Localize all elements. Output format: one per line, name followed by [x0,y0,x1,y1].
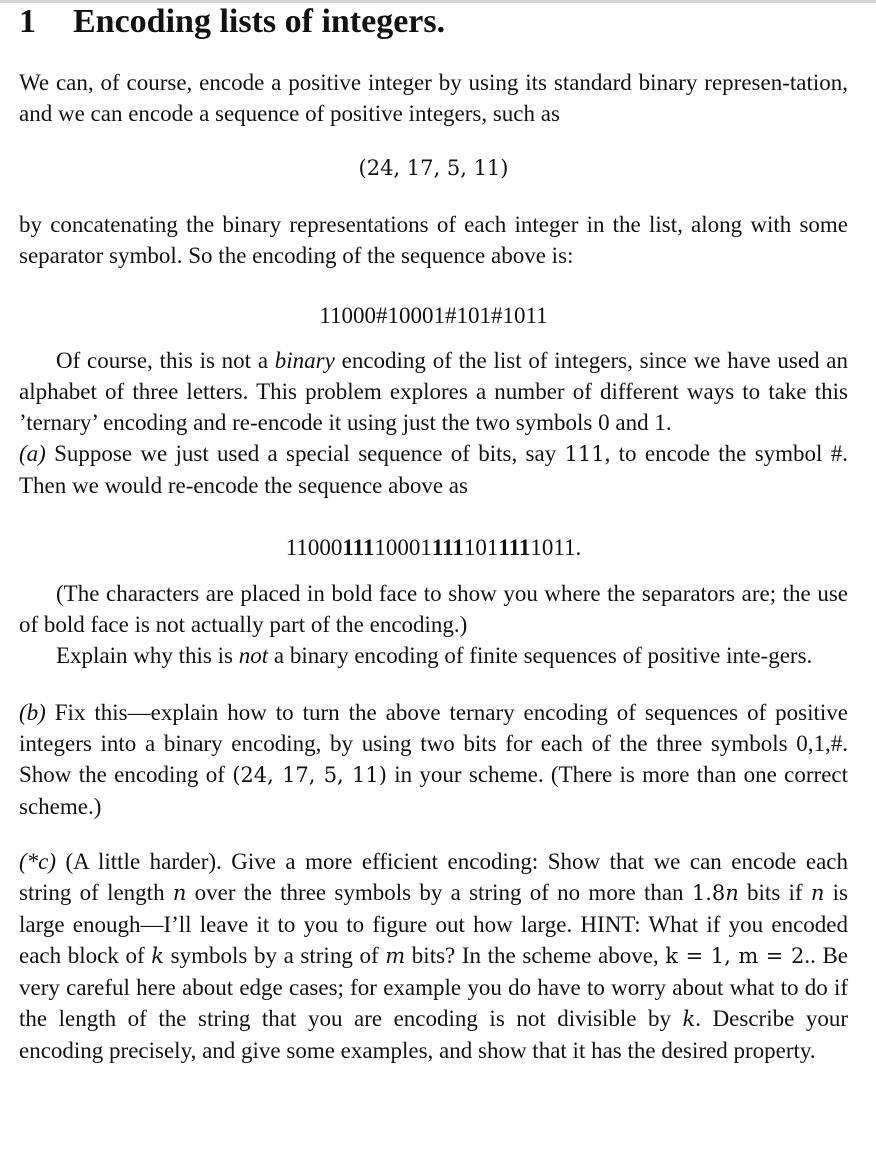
concatenation-paragraph: by concatenating the binary representations of each integer in the list, along with some separator symbol. So the encoding of the sequence above is: [19,212,848,268]
emphasis-not: not [238,643,269,668]
intro-paragraph: We can, of course, encode a positive integer by using its standard binary represen-tation, and we can encode a sequence of positive integers, such as [19,70,848,126]
separator-bits: 111 [498,535,531,560]
math-sequence: (24, 17, 5, 11) [232,763,387,787]
math-k-m: k = 1, m = 2 [665,944,805,968]
ternary-encoding: 11000#10001#101#1011 [319,303,548,328]
part-c-label: (*c) [19,849,57,874]
part-c-question: (*c) (A little harder). Give a more efficient encoding: Show that we can encode each string of length n over the three symbols by a string of no more than 1.8n bits if n is large enough—I’ll leave it to you to figure out how large. HINT: What if you encoded each block of k symbols by a string of m bits? In the scheme above, k = 1, m = 2.. Be very careful here about edge cases; for example you do have to worry about what to do if the length of the string that you are encoding is not divisible by k. Describe your encoding precisely, and give some examples, and show that it has the desired property. [19,849,848,1063]
separator-bits: 111 [431,535,464,560]
part-a-explain: Explain why this is not a binary encoding of finite sequences of positive inte-gers. [56,643,813,668]
section-title: Encoding lists of integers. [73,3,446,40]
alphabet-paragraph: Of course, this is not a binary encoding of the list of integers, since we have used an alphabet of three letters. This problem explores a number of different ways to take this ’ternary’ encoding and re-encode it using just the two symbols 0 and 1. [19,348,849,435]
part-b-label: (b) [19,700,46,725]
section-heading [19,0,848,48]
bold-face-note: (The characters are placed in bold face to show you where the separators are; the use of bold face is not actually part of the encoding.) [19,581,848,637]
part-a-question: (a) Suppose we just used a special sequence of bits, say 111, to encode the symbol #. Then we would re-encode the sequence above as [19,441,848,498]
math-111: 111 [564,442,605,466]
section-number: 1 [19,3,36,40]
separator-bits: 111 [342,535,375,560]
part-a-label: (a) [19,441,46,466]
emphasis-binary: binary [274,348,335,373]
part-b-question: (b) Fix this—explain how to turn the above ternary encoding of sequences of positive integers into a binary encoding, by using two bits for each of the three symbols 0,1,#. Show the encoding of (24, 17, 5, 11) in your scheme. (There is more than one correct scheme.) [19,700,849,819]
document-page [19,0,848,1066]
binary-reencoding: 11000111100011111011111011. [285,535,582,560]
example-sequence: (24, 17, 5, 11) [358,156,509,180]
